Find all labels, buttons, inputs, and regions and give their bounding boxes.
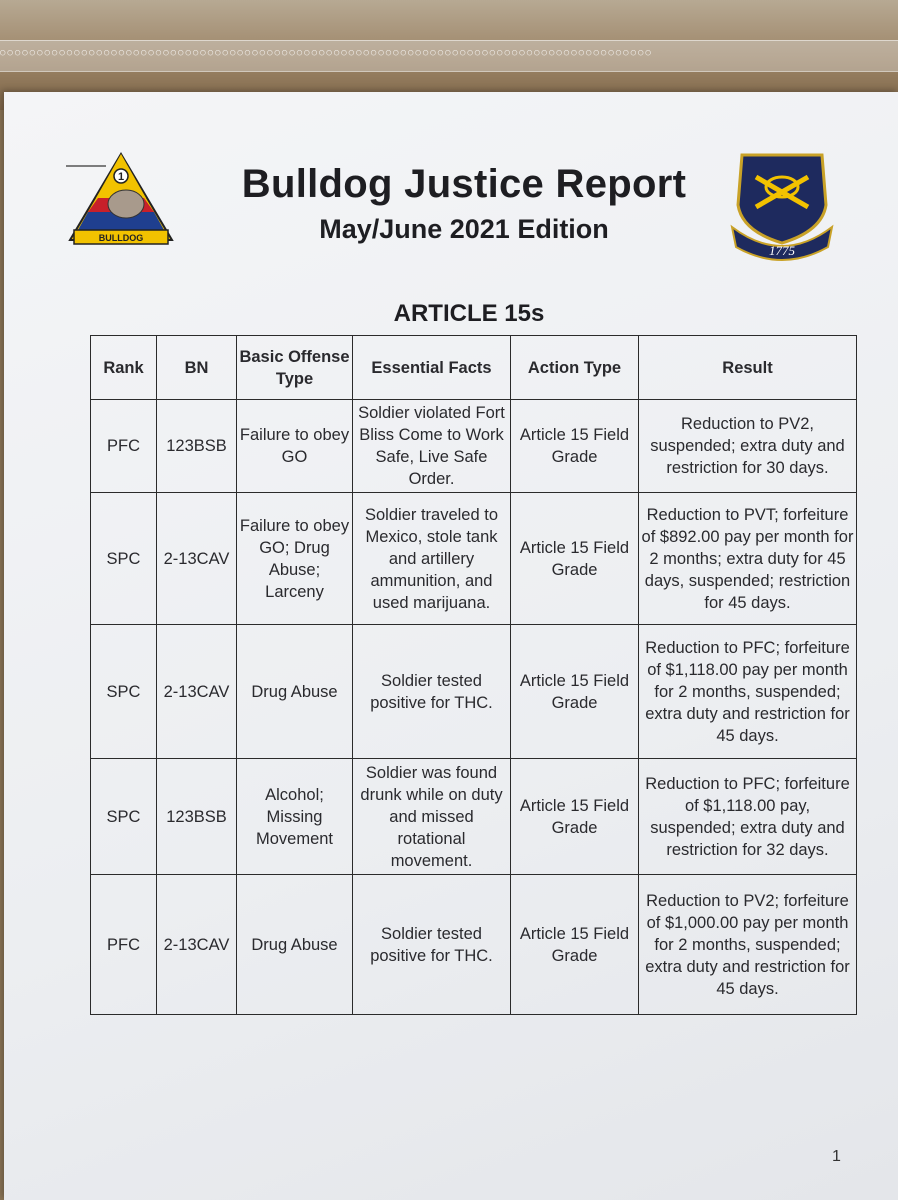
- bulldog-shield-icon: [66, 150, 176, 250]
- sleeve-perforation: ○○○○○○○○○○○○○○○○○○○○○○○○○○○○○○○○○○○○○○○○○○○○○○○○○○○○○○○○○○○○○○○○○○○○○○○○○○○○○○○○○○○○○○○○: [0, 48, 653, 58]
- crest-year: 1775: [769, 243, 795, 258]
- cell-bn: 2-13CAV: [157, 493, 237, 625]
- cell-action: Article 15 Field Grade: [511, 759, 639, 875]
- cell-facts: Soldier tested positive for THC.: [353, 625, 511, 759]
- cell-offense: Failure to obey GO; Drug Abuse; Larceny: [237, 493, 353, 625]
- cell-bn: 2-13CAV: [157, 875, 237, 1015]
- cell-bn: 123BSB: [157, 400, 237, 493]
- cell-result: Reduction to PFC; forfeiture of $1,118.00 pay, suspended; extra duty and restriction for 32 days.: [639, 759, 857, 875]
- cell-rank: PFC: [91, 400, 157, 493]
- report-page: [4, 92, 898, 1200]
- cell-result: Reduction to PVT; forfeiture of $892.00 pay per month for 2 months; extra duty for 45 days, suspended; restriction for 45 days.: [639, 493, 857, 625]
- cell-offense: Failure to obey GO: [237, 400, 353, 493]
- header-action-type: Action Type: [511, 336, 639, 400]
- cell-facts: Soldier tested positive for THC.: [353, 875, 511, 1015]
- cell-facts: Soldier was found drunk while on duty and missed rotational movement.: [353, 759, 511, 875]
- table-row: [91, 625, 857, 759]
- cell-action: Article 15 Field Grade: [511, 400, 639, 493]
- header-essential-facts: Essential Facts: [353, 336, 511, 400]
- cell-offense: Drug Abuse: [237, 625, 353, 759]
- page-number: 1: [832, 1148, 841, 1165]
- cell-action: Article 15 Field Grade: [511, 625, 639, 759]
- table-row: [91, 875, 857, 1015]
- header-result: Result: [639, 336, 857, 400]
- cell-rank: SPC: [91, 493, 157, 625]
- cell-action: Article 15 Field Grade: [511, 875, 639, 1015]
- table-row: [91, 759, 857, 875]
- header-bn: BN: [157, 336, 237, 400]
- jag-crest-icon: [722, 147, 842, 262]
- shield-number: 1: [117, 171, 125, 183]
- cell-result: Reduction to PV2, suspended; extra duty and restriction for 30 days.: [639, 400, 857, 493]
- header-rank: Rank: [91, 336, 157, 400]
- cell-facts: Soldier traveled to Mexico, stole tank and artillery ammunition, and used marijuana.: [353, 493, 511, 625]
- cell-result: Reduction to PV2; forfeiture of $1,000.00 pay per month for 2 months, suspended; extra duty and restriction for 45 days.: [639, 875, 857, 1015]
- cell-rank: SPC: [91, 759, 157, 875]
- cell-rank: PFC: [91, 875, 157, 1015]
- cell-rank: SPC: [91, 625, 157, 759]
- header-offense-type: Basic Offense Type: [237, 336, 353, 400]
- article-15-table: [90, 335, 857, 1015]
- shield-banner-text: BULLDOG: [98, 233, 144, 243]
- table-row: [91, 493, 857, 625]
- cell-offense: Drug Abuse: [237, 875, 353, 1015]
- report-title: Bulldog Justice Report: [241, 162, 687, 206]
- section-heading: ARTICLE 15s: [393, 300, 545, 327]
- cell-action: Article 15 Field Grade: [511, 493, 639, 625]
- table-row: [91, 400, 857, 493]
- cell-facts: Soldier violated Fort Bliss Come to Work Safe, Live Safe Order.: [353, 400, 511, 493]
- report-edition: May/June 2021 Edition: [319, 214, 609, 244]
- cell-result: Reduction to PFC; forfeiture of $1,118.00 pay per month for 2 months, suspended; extra duty and restriction for 45 days.: [639, 625, 857, 759]
- cell-offense: Alcohol; Missing Movement: [237, 759, 353, 875]
- table-header-row: [91, 336, 857, 400]
- cell-bn: 2-13CAV: [157, 625, 237, 759]
- cell-bn: 123BSB: [157, 759, 237, 875]
